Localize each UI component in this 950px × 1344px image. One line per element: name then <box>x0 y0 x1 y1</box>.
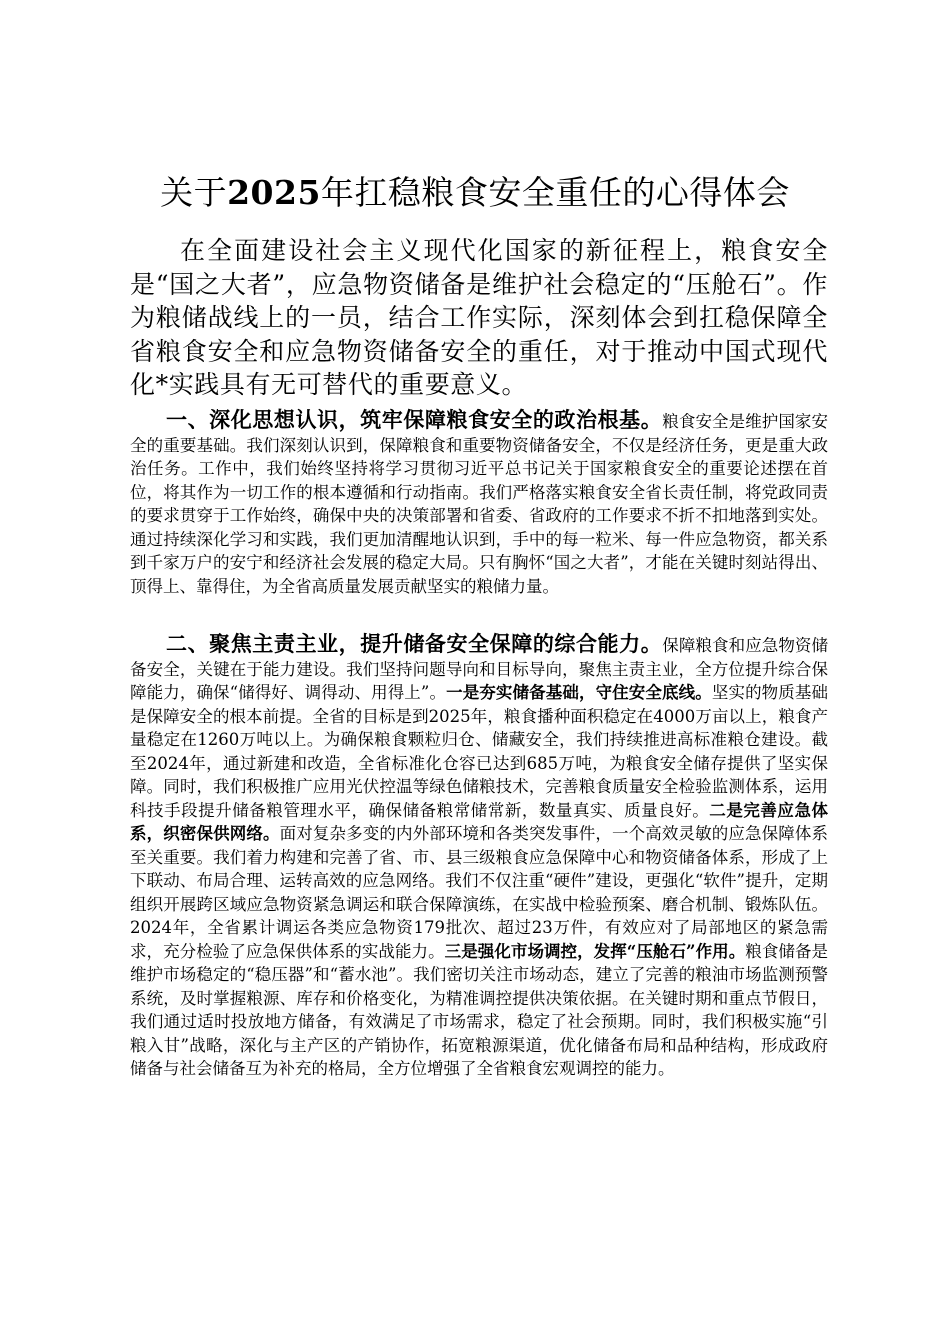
point-1-body: 坚实的物质基础是保障安全的根本前提。全省的目标是到2025年，粮食播种面积稳定在4000万亩以上，粮食产量稳定在1260万吨以上。为确保粮食颗粒归仓、储藏安全，我们持续推进高标准粮仓建设。截至2024年，通过新建和改造，全省标准化仓容已达到685万吨，为粮食安全储存提供了坚实保障。同时，我们积极推广应用光伏控温等绿色储粮技术，完善粮食质量安全检验监测体系，运用科技手段提升储备粮管理水平，确保储备粮常储常新，数量真实、质量良好。 <box>130 683 829 820</box>
point-2-title: 二是完善应急体系，织密保供网络。 <box>130 800 829 843</box>
point-3-body: 粮食储备是维护市场稳定的“稳压器”和“蓄水池”。我们密切关注市场动态，建立了完善的粮油市场监测预警系统，及时掌握粮源、库存和价格变化，为精准调控提供决策依据。在关键时期和重点节假日，我们通过适时投放地方储备，有效满足了市场需求，稳定了社会预期。同时，我们积极实施“引粮入甘”战略，深化与主产区的产销协作，拓宽粮源渠道，优化储备布局和品种结构，形成政府储备与社会储备互为补充的格局，全方位增强了全省粮食宏观调控的能力。 <box>130 941 829 1078</box>
document-title <box>0 171 950 215</box>
point-2-body: 面对复杂多变的内外部环境和各类突发事件，一个高效灵敏的应急保障体系至关重要。我们着力构建和完善了省、市、县三级粮食应急保障中心和物资储备体系，形成了上下联动、布局合理、运转高效的应急网络。我们不仅注重“硬件”建设，更强化“软件”提升，定期组织开展跨区域应急物资紧急调运和联合保障演练，在实战中检验预案、磨合机制、锻炼队伍。2024年，全省累计调运各类应急物资179批次、超过23万件，有效应对了局部地区的紧急需求，充分检验了应急保供体系的实战能力。 <box>130 824 829 961</box>
title-suffix: 年扛稳粮食安全重任的心得体会 <box>320 173 790 212</box>
section-2-paragraph <box>130 632 828 1081</box>
section-1-heading: 一、深化思想认识，筑牢保障粮食安全的政治根基。 <box>166 407 663 432</box>
section-2-heading: 二、聚焦主责主业，提升储备安全保障的综合能力。 <box>166 631 663 656</box>
intro-paragraph: 在全面建设社会主义现代化国家的新征程上，粮食安全是“国之大者”，应急物资储备是维护社会稳定的“压舱石”。作为粮储战线上的一员，结合工作实际，深刻体会到扛稳保障全省粮食安全和应急物资储备安全的重任，对于推动中国式现代化*实践具有无可替代的重要意义。 <box>130 236 828 399</box>
title-prefix: 关于 <box>160 173 228 212</box>
point-1-title: 一是夯实储备基础，守住安全底线。 <box>446 683 712 702</box>
point-3-title: 三是强化市场调控，发挥“压舱石”作用。 <box>444 941 746 961</box>
section-1-body: 粮食安全是维护国家安全的重要基础。我们深刻认识到，保障粮食和重要物资储备安全，不仅是经济任务，更是重大政治任务。工作中，我们始终坚持将学习贯彻习近平总书记关于国家粮食安全的重要论述摆在首位，将其作为一切工作的根本遵循和行动指南。我们严格落实粮食安全省长责任制，将党政同责的要求贯穿于工作始终，确保中央的决策部署和省委、省政府的工作要求不折不扣地落到实处。通过持续深化学习和实践，我们更加清醒地认识到，手中的每一粒米、每一件应急物资，都关系到千家万户的安宁和经济社会发展的稳定大局。只有胸怀“国之大者”，才能在关键时刻站得出、顶得上、靠得住，为全省高质量发展贡献坚实的粮储力量。 <box>130 412 828 596</box>
section-2-intro: 保障粮食和应急物资储备安全，关键在于能力建设。我们坚持问题导向和目标导向，聚焦主责主业，全方位提升综合保障能力，确保“储得好、调得动、用得上”。 <box>130 636 828 702</box>
section-1-paragraph <box>130 408 828 598</box>
title-year: 2025 <box>227 173 321 212</box>
